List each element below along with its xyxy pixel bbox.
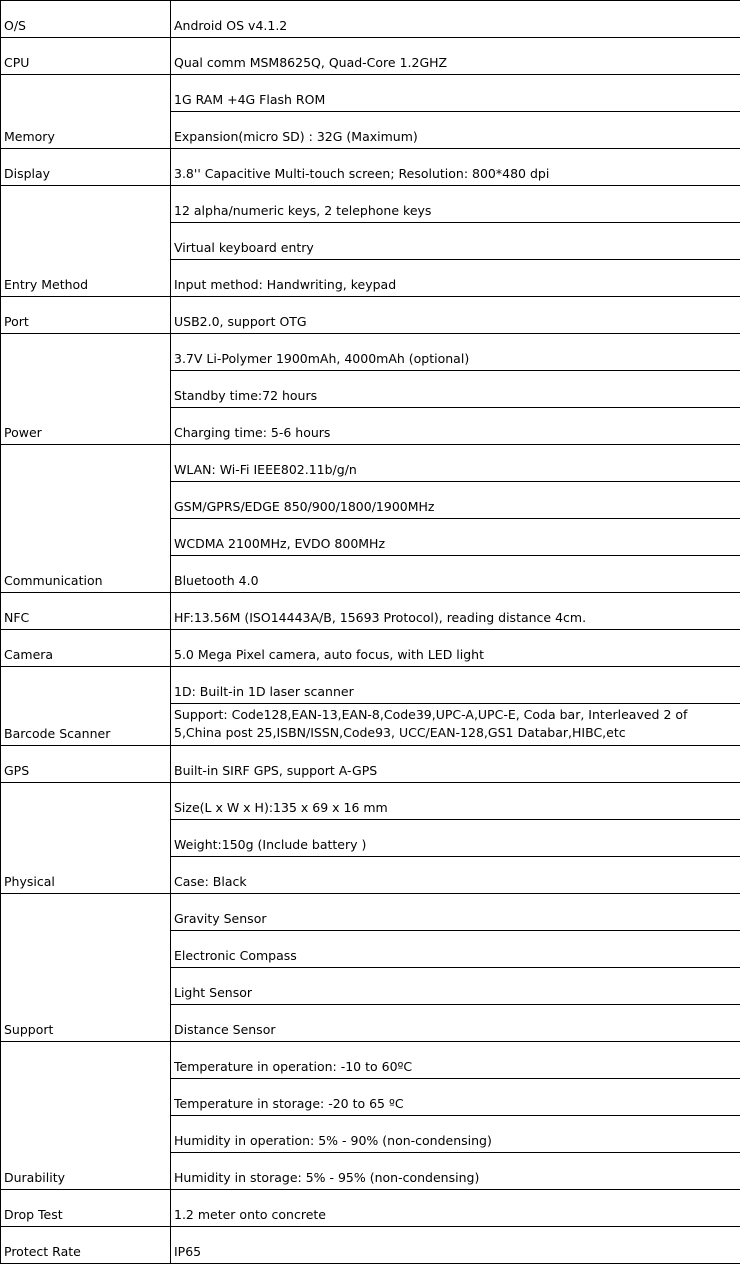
spec-value: Built-in SIRF GPS, support A-GPS: [171, 746, 740, 783]
spec-row: [1, 445, 740, 482]
spec-value: WLAN: Wi-Fi IEEE802.11b/g/n: [171, 445, 740, 482]
spec-row: [1, 1, 740, 38]
spec-row: [1, 1227, 740, 1264]
spec-label: Entry Method: [1, 186, 171, 297]
spec-value: Humidity in operation: 5% - 90% (non-condensing): [171, 1116, 740, 1153]
spec-label: Communication: [1, 445, 171, 593]
spec-label: Durability: [1, 1042, 171, 1190]
spec-value: 1G RAM +4G Flash ROM: [171, 75, 740, 112]
spec-value: Temperature in storage: -20 to 65 ºC: [171, 1079, 740, 1116]
spec-value: GSM/GPRS/EDGE 850/900/1800/1900MHz: [171, 482, 740, 519]
spec-label: Power: [1, 334, 171, 445]
spec-value: USB2.0, support OTG: [171, 297, 740, 334]
spec-value: 5.0 Mega Pixel camera, auto focus, with LED light: [171, 630, 740, 667]
spec-label: Barcode Scanner: [1, 667, 171, 746]
spec-value: IP65: [171, 1227, 740, 1264]
spec-value: Standby time:72 hours: [171, 371, 740, 408]
spec-value: Bluetooth 4.0: [171, 556, 740, 593]
spec-row: [1, 667, 740, 704]
spec-value: 1.2 meter onto concrete: [171, 1190, 740, 1227]
spec-value: Case: Black: [171, 857, 740, 894]
spec-value: Support: Code128,EAN-13,EAN-8,Code39,UPC-A,UPC-E, Coda bar, Interleaved 2 of 5,China post 25,ISBN/ISSN,Code93, UCC/EAN-128,GS1 Databar,HIBC,etc: [171, 704, 740, 746]
spec-row: [1, 38, 740, 75]
spec-value: WCDMA 2100MHz, EVDO 800MHz: [171, 519, 740, 556]
spec-label: NFC: [1, 593, 171, 630]
spec-value: Virtual keyboard entry: [171, 223, 740, 260]
spec-label: Drop Test: [1, 1190, 171, 1227]
spec-value: Humidity in storage: 5% - 95% (non-condensing): [171, 1153, 740, 1190]
spec-row: [1, 75, 740, 112]
spec-row: [1, 186, 740, 223]
spec-row: [1, 297, 740, 334]
spec-label: O/S: [1, 1, 171, 38]
spec-value: Charging time: 5-6 hours: [171, 408, 740, 445]
spec-row: [1, 149, 740, 186]
spec-row: [1, 334, 740, 371]
spec-label: CPU: [1, 38, 171, 75]
spec-value: Weight:150g (Include battery ): [171, 820, 740, 857]
spec-label: Display: [1, 149, 171, 186]
spec-value: 3.8'' Capacitive Multi-touch screen; Resolution: 800*480 dpi: [171, 149, 740, 186]
spec-value: Size(L x W x H):135 x 69 x 16 mm: [171, 783, 740, 820]
spec-label: Support: [1, 894, 171, 1042]
spec-value: Input method: Handwriting, keypad: [171, 260, 740, 297]
spec-value: 1D: Built-in 1D laser scanner: [171, 667, 740, 704]
spec-value: Qual comm MSM8625Q, Quad-Core 1.2GHZ: [171, 38, 740, 75]
spec-row: [1, 593, 740, 630]
spec-value: Gravity Sensor: [171, 894, 740, 931]
spec-label: Port: [1, 297, 171, 334]
spec-value: Light Sensor: [171, 968, 740, 1005]
spec-value: Android OS v4.1.2: [171, 1, 740, 38]
spec-row: [1, 1042, 740, 1079]
spec-value: Electronic Compass: [171, 931, 740, 968]
spec-label: Physical: [1, 783, 171, 894]
spec-label: Camera: [1, 630, 171, 667]
spec-row: [1, 746, 740, 783]
spec-row: [1, 630, 740, 667]
spec-label: Memory: [1, 75, 171, 149]
spec-value: Expansion(micro SD) : 32G (Maximum): [171, 112, 740, 149]
spec-row: [1, 1190, 740, 1227]
spec-row: [1, 894, 740, 931]
spec-table-body: [1, 1, 740, 1264]
spec-value: 12 alpha/numeric keys, 2 telephone keys: [171, 186, 740, 223]
spec-value: Distance Sensor: [171, 1005, 740, 1042]
spec-value: HF:13.56M (ISO14443A/B, 15693 Protocol), reading distance 4cm.: [171, 593, 740, 630]
spec-value: Temperature in operation: -10 to 60ºC: [171, 1042, 740, 1079]
spec-row: [1, 783, 740, 820]
spec-value: 3.7V Li-Polymer 1900mAh, 4000mAh (optional): [171, 334, 740, 371]
spec-label: GPS: [1, 746, 171, 783]
spec-label: Protect Rate: [1, 1227, 171, 1264]
